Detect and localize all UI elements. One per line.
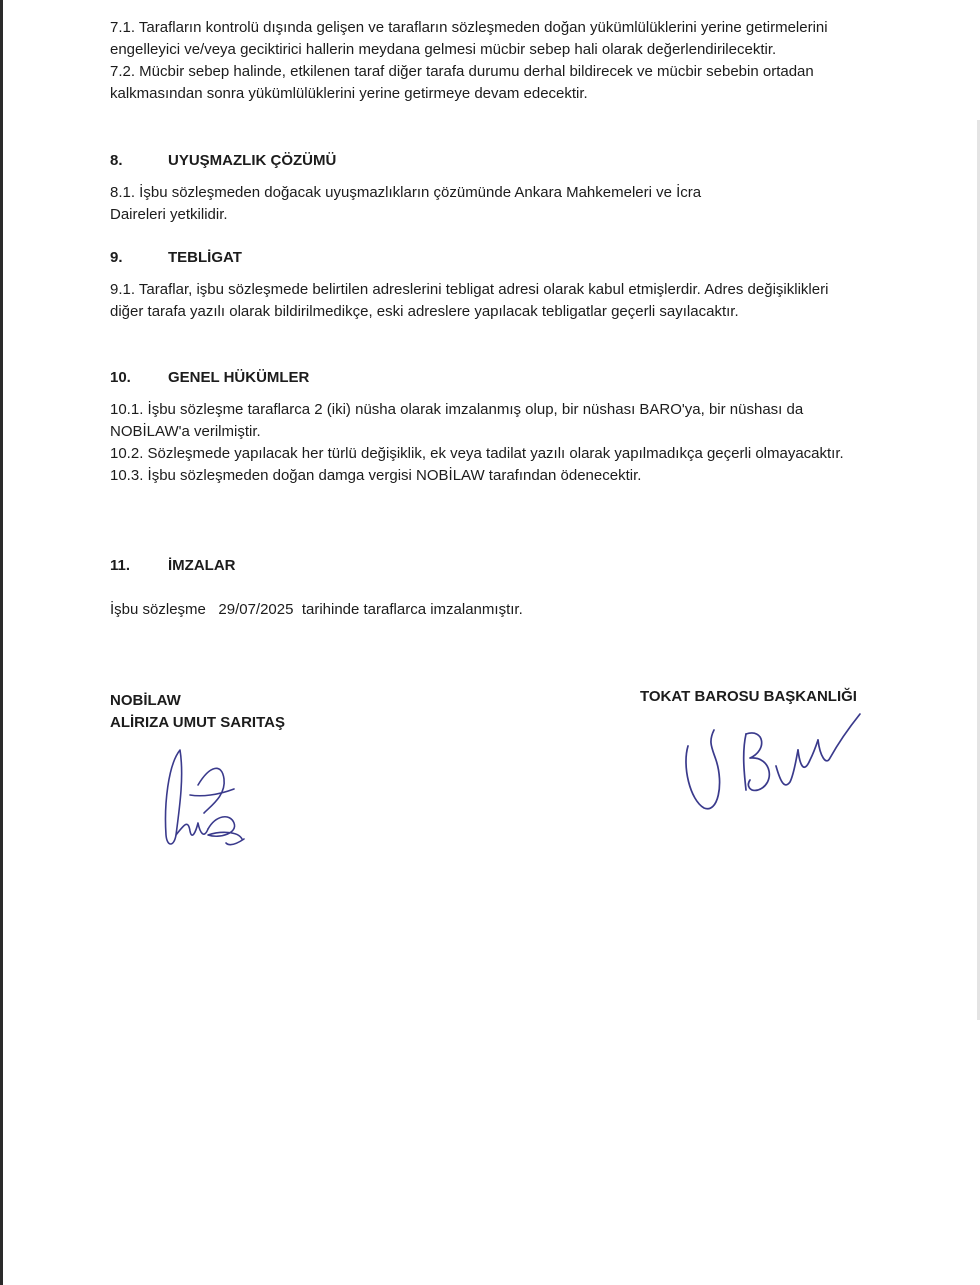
left-signature [150, 735, 260, 855]
heading-8 [110, 150, 336, 172]
heading-10-title: GENEL HÜKÜMLER [168, 369, 310, 386]
heading-11-title: İMZALAR [168, 557, 236, 574]
heading-9-title: TEBLİGAT [168, 249, 242, 266]
heading-8-number: 8. [110, 152, 123, 169]
clause-7-2: 7.2. Mücbir sebep halinde, etkilenen taraf diğer tarafa durumu derhal bildirecek ve mücbir sebebin ortadan kalkmasından sonra yükümlülüklerini yerine getirmeye devam edecektir. [110, 63, 814, 102]
signatory-left-company: NOBİLAW [110, 692, 181, 709]
signing-text-after: tarihinde taraflarca imzalanmıştır. [301, 601, 523, 618]
signing-statement [110, 599, 850, 621]
heading-8-title: UYUŞMAZLIK ÇÖZÜMÜ [168, 152, 337, 169]
clause-10-3: 10.3. İşbu sözleşmeden doğan damga vergisi NOBİLAW tarafından ödenecektir. [110, 467, 642, 484]
heading-9 [110, 247, 242, 269]
heading-9-number: 9. [110, 249, 123, 266]
signing-text-before: İşbu sözleşme [110, 601, 206, 618]
section-8-body [110, 182, 750, 226]
clause-9-1: 9.1. Taraflar, işbu sözleşmede belirtilen adreslerini tebligat adresi olarak kabul etmişlerdir. Adres değişiklikleri diğer tarafa yazılı olarak bildirilmedikçe, eski adreslere yapılacak tebligatlar geçerli sayılacaktır. [110, 281, 829, 320]
signatory-left [110, 690, 285, 734]
section-7 [110, 17, 850, 105]
signatory-right-title: TOKAT BAROSU BAŞKANLIĞI [640, 688, 857, 705]
clause-10-2: 10.2. Sözleşmede yapılacak her türlü değişiklik, ek veya tadilat yazılı olarak yapılmadıkça geçerli olmayacaktır. [110, 445, 844, 462]
scan-edge-left [0, 0, 3, 1285]
signing-date: 29/07/2025 [218, 601, 294, 618]
clause-10-1: 10.1. İşbu sözleşme taraflarca 2 (iki) nüsha olarak imzalanmış olup, bir nüshası BARO'ya, bir nüshası da NOBİLAW'a verilmiştir. [110, 401, 804, 440]
clause-8-1: 8.1. İşbu sözleşmeden doğacak uyuşmazlıkların çözümünde Ankara Mahkemeleri ve İcra Daireleri yetkilidir. [110, 184, 702, 223]
heading-11-number: 11. [110, 557, 131, 574]
section-10-body [110, 399, 850, 487]
right-signature [680, 700, 870, 815]
heading-10-number: 10. [110, 369, 131, 386]
heading-10 [110, 367, 309, 389]
signatory-left-name: ALİRIZA UMUT SARITAŞ [110, 714, 285, 731]
clause-7-1: 7.1. Tarafların kontrolü dışında gelişen ve tarafların sözleşmeden doğan yükümlülüklerini yerine getirmelerini engelleyici ve/veya geciktirici hallerin meydana gelmesi mücbir sebep hali olarak değerlendirilecektir. [110, 19, 828, 58]
section-9-body [110, 279, 850, 323]
heading-11 [110, 555, 236, 577]
